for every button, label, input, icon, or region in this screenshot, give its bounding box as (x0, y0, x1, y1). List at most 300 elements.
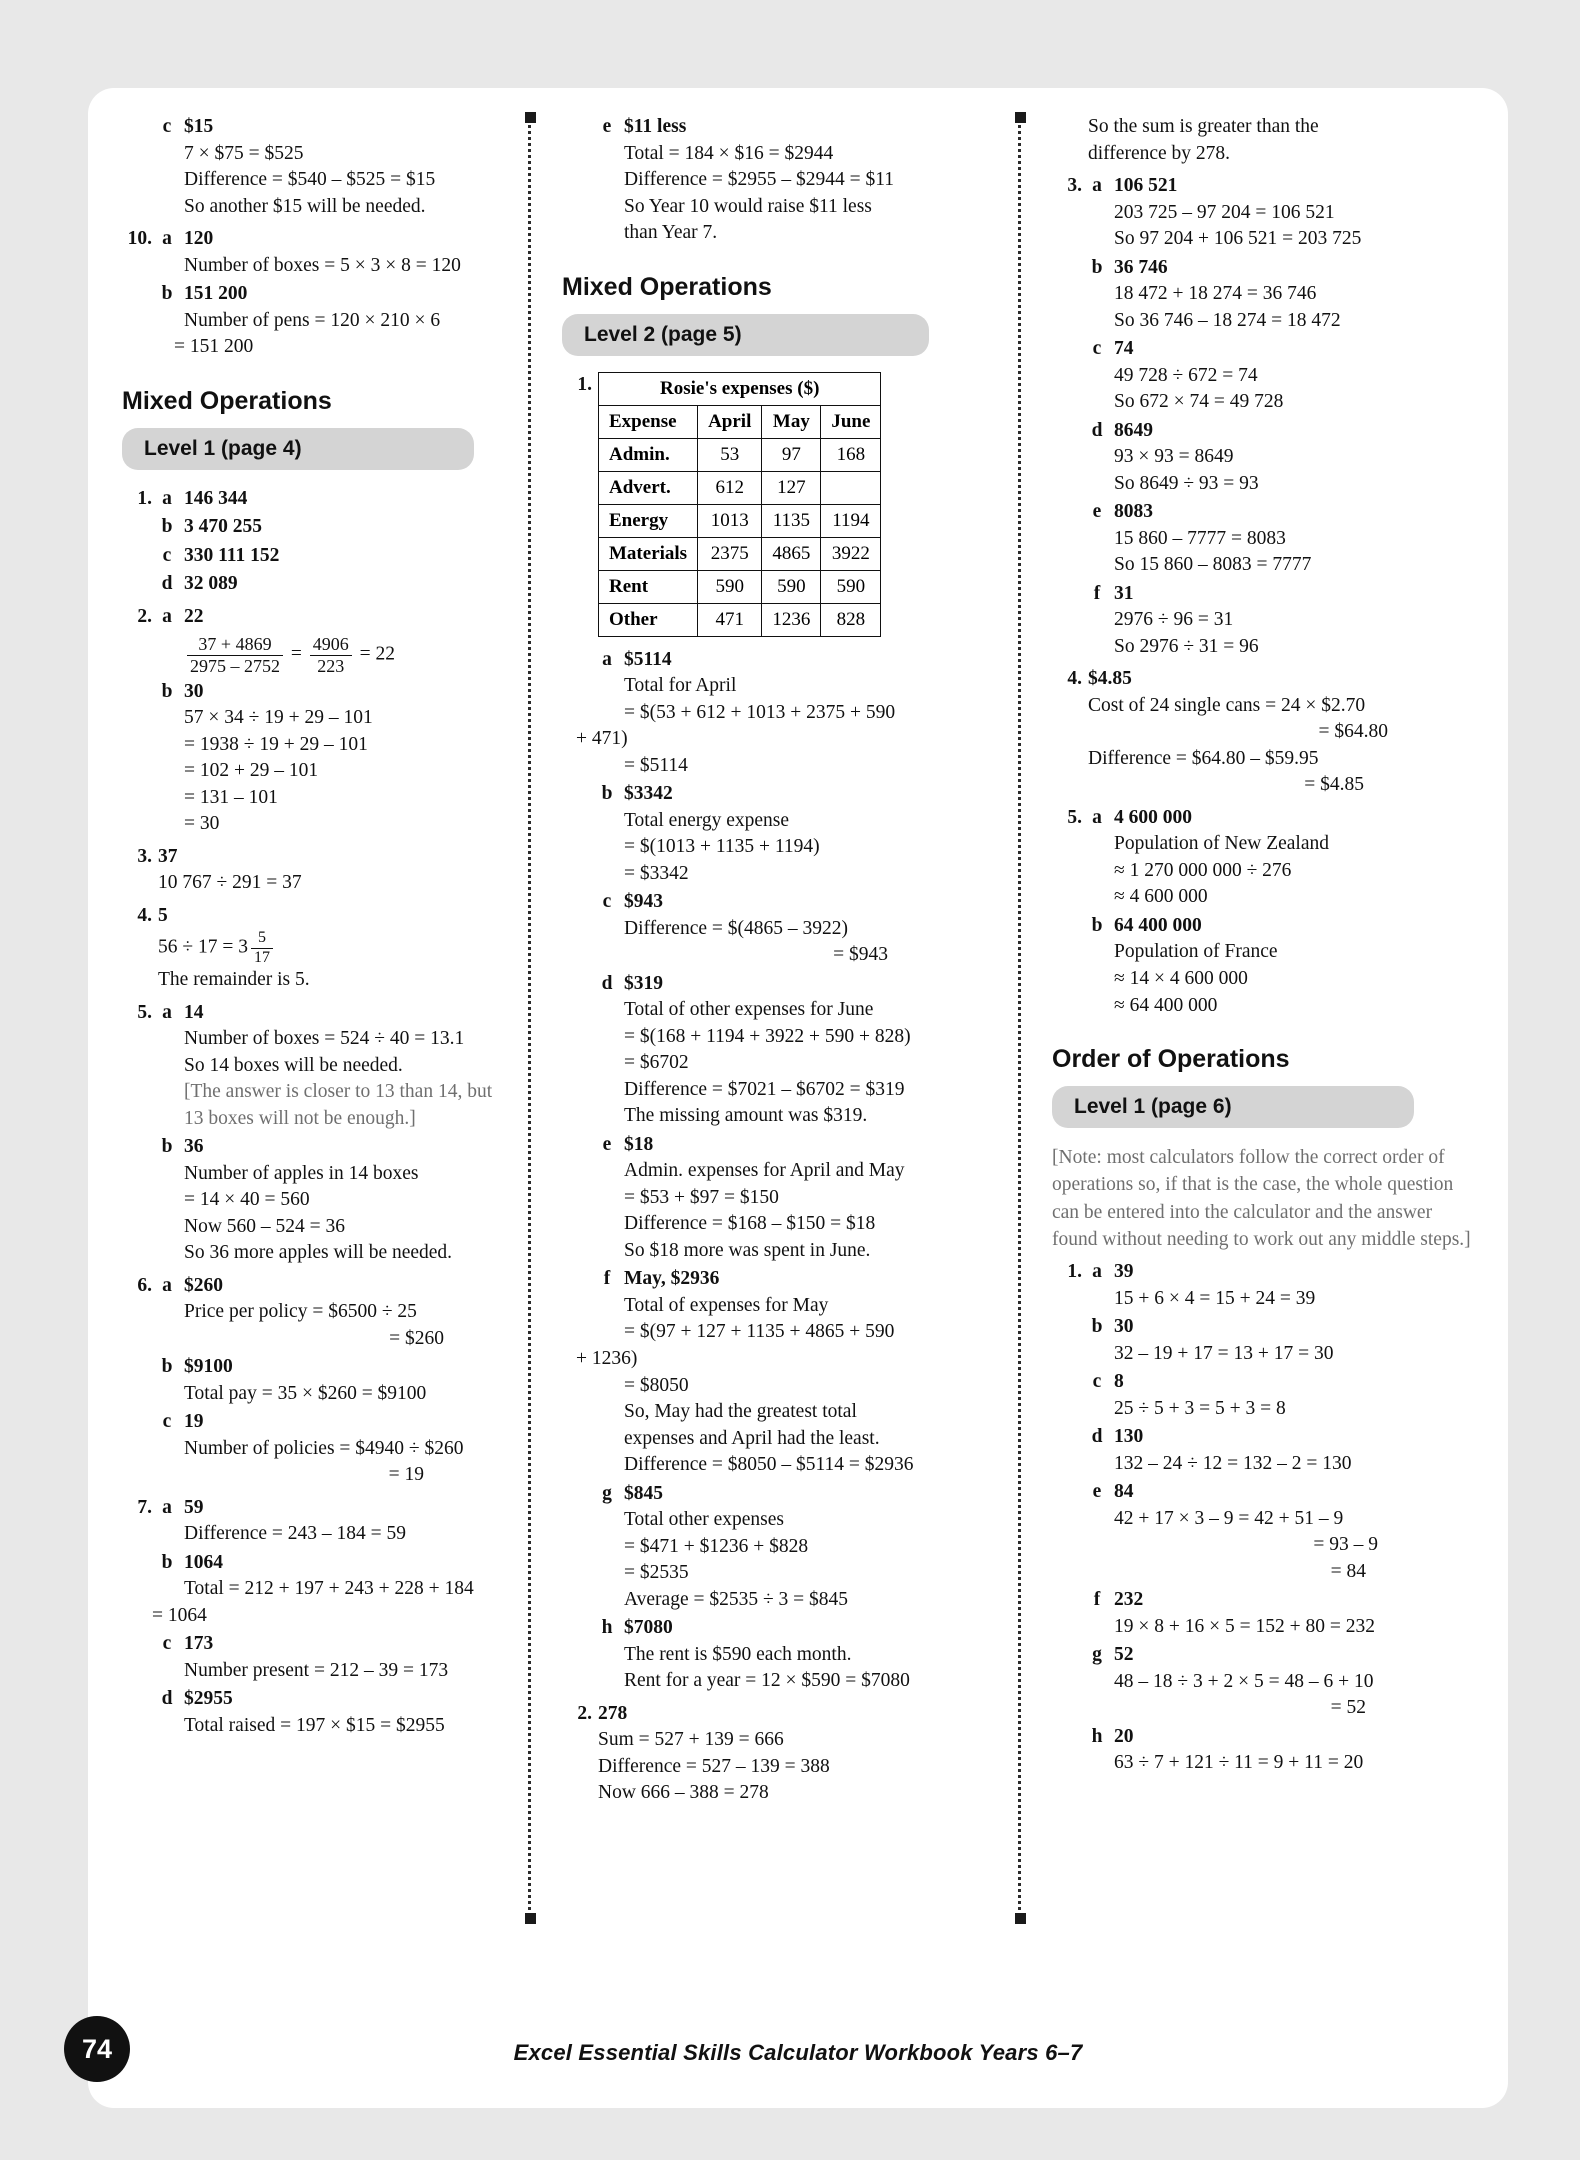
answer-letter: c (162, 544, 172, 566)
answer-entry (562, 971, 998, 1130)
answer-value: $4.85 (1088, 668, 1132, 690)
working-line: 49 728 ÷ 672 = 74 (1114, 364, 1258, 386)
working-line: = $260 (389, 1327, 444, 1349)
answer-entry (122, 514, 508, 541)
page-columns (88, 88, 1508, 1968)
answer-letter: a (162, 605, 172, 627)
column-1 (88, 88, 528, 1968)
answer-letter: d (1091, 1426, 1103, 1448)
question-number: 4. (137, 904, 152, 926)
table-cell: 2375 (698, 537, 762, 570)
answer-value: $7080 (624, 1617, 673, 1639)
table-cell: 4865 (762, 537, 821, 570)
question-number: 1. (137, 487, 152, 509)
table-header-cell: June (821, 405, 881, 438)
table-cell: 590 (698, 570, 762, 603)
table-cell: 1194 (821, 504, 881, 537)
working-line: Difference = $64.80 – $59.95 (1088, 747, 1319, 769)
answer-value: $5114 (624, 648, 672, 670)
working-line: 48 – 18 ÷ 3 + 2 × 5 = 48 – 6 + 10 (1114, 1670, 1374, 1692)
answer-letter: a (1092, 1261, 1102, 1283)
working-line: Average = $2535 ÷ 3 = $845 (624, 1588, 849, 1610)
answer-value: 52 (1114, 1644, 1134, 1666)
answer-entry (1052, 1479, 1474, 1585)
mixed-number-working (122, 929, 508, 967)
answer-value: $845 (624, 1482, 663, 1504)
answer-entry (122, 1550, 508, 1630)
table-cell: Advert. (599, 471, 698, 504)
answer-entry (562, 781, 998, 887)
table-cell: 590 (762, 570, 821, 603)
working-line: Number present = 212 – 39 = 173 (184, 1659, 449, 1681)
answer-letter: e (602, 1133, 612, 1155)
table-row (599, 471, 881, 504)
working-line: Total of expenses for May (624, 1294, 829, 1316)
working-line: 57 × 34 ÷ 19 + 29 – 101 (184, 707, 373, 729)
working-line: = $64.80 (1318, 721, 1388, 743)
question-number: 10. (127, 228, 152, 250)
answer-letter: d (601, 972, 613, 994)
page-footer (81, 1988, 1508, 2108)
answer-entry (122, 1354, 508, 1407)
working-line: So another $15 will be needed. (184, 195, 426, 217)
answer-value: 32 089 (184, 573, 238, 595)
answer-value: 3 470 255 (184, 516, 262, 538)
working-line: Now 666 – 388 = 278 (598, 1782, 769, 1804)
answer-letter: b (161, 680, 173, 702)
table-cell: 3922 (821, 537, 881, 570)
question-number: 3. (137, 845, 152, 867)
question-number: 7. (137, 1496, 152, 1518)
working-line: = $(53 + 612 + 1013 + 2375 + 590 (624, 701, 896, 723)
working-line: = 1064 (152, 1604, 207, 1626)
working-line: = 52 (1330, 1697, 1366, 1719)
section-title-order-of-operations: Order of Operations (1052, 1045, 1290, 1074)
answer-letter: a (162, 228, 172, 250)
fraction-denominator: 223 (310, 655, 352, 677)
equals-sign: = (290, 643, 302, 665)
footer-title: Excel Essential Skills Calculator Workbook Years 6–7 (513, 2040, 1083, 2065)
working-line: ≈ 14 × 4 600 000 (1114, 967, 1248, 989)
answer-letter: b (1091, 256, 1103, 278)
answer-letter: c (162, 1633, 172, 1655)
table-row (599, 603, 881, 636)
answer-value: 151 200 (184, 283, 248, 305)
working-line: Number of apples in 14 boxes (184, 1162, 419, 1184)
answer-entry (122, 1000, 508, 1133)
answer-entry (122, 543, 508, 570)
working-line: = $2535 (624, 1562, 689, 1584)
answer-entry (1052, 1587, 1474, 1640)
answer-entry (122, 1686, 508, 1739)
answer-entry (562, 1132, 998, 1265)
answer-entry (122, 604, 508, 677)
working-line: 15 860 – 7777 = 8083 (1114, 527, 1286, 549)
question-number: 1. (577, 373, 592, 395)
answer-entry (1052, 581, 1474, 661)
answer-letter: d (1091, 419, 1103, 441)
answer-letter: a (1092, 806, 1102, 828)
working-line: = 1938 ÷ 19 + 29 – 101 (184, 733, 368, 755)
working-line: The missing amount was $319. (624, 1105, 868, 1127)
answer-value: 173 (184, 1633, 214, 1655)
working-line: + 1236) (576, 1347, 638, 1369)
working-line: So 672 × 74 = 49 728 (1114, 391, 1284, 413)
answer-page (81, 88, 1508, 2108)
answer-note: [The answer is closer to 13 than 14, but 13 boxes will not be enough.] (184, 1081, 493, 1129)
answer-letter: b (161, 283, 173, 305)
answer-value: 20 (1114, 1725, 1134, 1747)
answer-value: 36 (184, 1136, 204, 1158)
answer-entry (122, 226, 508, 279)
working-line: = $53 + $97 = $150 (624, 1186, 779, 1208)
fraction-denominator: 2975 – 2752 (187, 655, 283, 677)
table-cell: 1013 (698, 504, 762, 537)
answer-entry (562, 1481, 998, 1614)
answer-letter: b (161, 1356, 173, 1378)
answer-value: $2955 (184, 1688, 233, 1710)
answer-value: 59 (184, 1496, 204, 1518)
working-line: Number of pens = 120 × 210 × 6 (184, 309, 441, 331)
answer-value: 19 (184, 1411, 204, 1433)
table-cell: Other (599, 603, 698, 636)
answer-letter: b (161, 1136, 173, 1158)
working-line: difference by 278. (1088, 142, 1231, 164)
answer-value: 36 746 (1114, 256, 1168, 278)
table-header-cell: May (762, 405, 821, 438)
answer-letter: f (1093, 1589, 1101, 1611)
answer-entry (1052, 1314, 1474, 1367)
working-line: Total of other expenses for June (624, 999, 874, 1021)
answer-letter: h (1091, 1725, 1103, 1747)
answer-entry (1052, 173, 1474, 253)
table-header-cell: April (698, 405, 762, 438)
table-cell: 168 (821, 438, 881, 471)
answer-entry (1052, 666, 1474, 799)
answer-value: 278 (598, 1702, 628, 1724)
working-line: Number of boxes = 5 × 3 × 8 = 120 (184, 254, 461, 276)
answer-value: 84 (1114, 1481, 1134, 1503)
working-line: = 151 200 (174, 336, 254, 358)
question-number: 5. (1067, 806, 1082, 828)
answer-entry (122, 1273, 508, 1353)
page-number-badge: 74 (64, 2016, 130, 2082)
answer-letter: e (602, 116, 612, 137)
level-heading-1: Level 1 (page 4) (122, 428, 474, 470)
question-number: 2. (577, 1702, 592, 1724)
answer-value: 8 (1114, 1371, 1124, 1393)
working-line: Total for April (624, 675, 737, 697)
working-line: So 36 more apples will be needed. (184, 1242, 453, 1264)
answer-entry (562, 114, 998, 247)
answer-value: 4 600 000 (1114, 806, 1192, 828)
working-line: So 8649 ÷ 93 = 93 (1114, 472, 1259, 494)
working-line: = 30 (184, 813, 220, 835)
fraction-numerator: 5 (257, 929, 266, 947)
answer-value: 120 (184, 228, 214, 250)
answer-value: 146 344 (184, 487, 248, 509)
working-line: So 15 860 – 8083 = 7777 (1114, 554, 1312, 576)
answer-value: 330 111 152 (184, 544, 280, 566)
table-header-row (599, 405, 881, 438)
answer-value: $9100 (184, 1356, 233, 1378)
answer-entry (122, 1631, 508, 1684)
answer-letter: d (161, 573, 173, 595)
answer-entry (1052, 1369, 1474, 1422)
working-line: = 84 (1330, 1560, 1366, 1582)
working-line: Total energy expense (624, 809, 790, 831)
section-title-mixed-operations: Mixed Operations (122, 386, 332, 415)
working-line: Population of New Zealand (1114, 833, 1329, 855)
working-line: So, May had the greatest total (624, 1401, 857, 1423)
answer-entry (122, 679, 508, 838)
question-number: 4. (1067, 668, 1082, 690)
answer-value: 37 (158, 845, 178, 867)
table-cell: 97 (762, 438, 821, 471)
answer-value: $18 (624, 1133, 654, 1155)
working-line: = 14 × 40 = 560 (184, 1189, 310, 1211)
table-cell: 828 (821, 603, 881, 636)
answer-value: 8083 (1114, 501, 1153, 523)
working-line: 18 472 + 18 274 = 36 746 (1114, 283, 1317, 305)
working-line: = $(168 + 1194 + 3922 + 590 + 828) (624, 1025, 911, 1047)
working-line: 203 725 – 97 204 = 106 521 (1114, 201, 1335, 223)
working-line: 132 – 24 ÷ 12 = 132 – 2 = 130 (1114, 1452, 1352, 1474)
answer-letter: c (602, 891, 612, 913)
table-header-cell: Expense (599, 405, 698, 438)
table-cell: 612 (698, 471, 762, 504)
fraction-1 (187, 634, 283, 676)
answer-value: $11 less (624, 116, 687, 137)
table-row (599, 537, 881, 570)
working-line: So 14 boxes will be needed. (184, 1054, 403, 1076)
answer-value: 39 (1114, 1261, 1134, 1283)
answer-letter: a (602, 648, 612, 670)
working-line: So 97 204 + 106 521 = 203 725 (1114, 228, 1362, 250)
working-line: The remainder is 5. (158, 969, 310, 991)
answer-value: $15 (184, 116, 214, 137)
answer-value: $319 (624, 972, 663, 994)
answer-value: 30 (184, 680, 204, 702)
table-cell: 127 (762, 471, 821, 504)
working-line: Difference = $7021 – $6702 = $319 (624, 1078, 905, 1100)
fraction-working (122, 630, 508, 676)
table-caption: Rosie's expenses ($) (598, 372, 881, 405)
answer-entry (122, 281, 508, 361)
working-line: = 131 – 101 (184, 786, 278, 808)
answer-entry (1052, 1724, 1474, 1777)
answer-letter: g (1092, 1644, 1102, 1666)
answer-value: 30 (1114, 1316, 1134, 1338)
working-line: = 93 – 9 (1313, 1534, 1378, 1556)
answer-letter: d (161, 1688, 173, 1710)
answer-value: 130 (1114, 1426, 1144, 1448)
table-cell: 471 (698, 603, 762, 636)
working-line: = $5114 (624, 754, 688, 776)
section-note: [Note: most calculators follow the correct order of operations so, if that is the case, the whole question can be entered into the calculator and the answer found without needing to work out any middle steps.] (1052, 1147, 1471, 1250)
answer-entry (122, 571, 508, 598)
answer-letter: g (602, 1482, 612, 1504)
working-line: = $(1013 + 1135 + 1194) (624, 836, 820, 858)
answer-letter: a (162, 1001, 172, 1023)
answer-value: 1064 (184, 1551, 223, 1573)
level-heading-2: Level 2 (page 5) (562, 314, 929, 356)
answer-entry (1052, 805, 1474, 911)
table-row (599, 504, 881, 537)
answer-letter: b (601, 783, 613, 805)
working-line: Total = 184 × $16 = $2944 (624, 142, 834, 164)
working-line: than Year 7. (624, 222, 718, 244)
column-3 (1018, 88, 1508, 1968)
table-cell: Materials (599, 537, 698, 570)
continued-text (1052, 114, 1474, 167)
working-line: = $6702 (624, 1052, 689, 1074)
answer-entry (562, 1701, 998, 1807)
answer-value: 22 (184, 605, 204, 627)
question-number: 2. (137, 605, 152, 627)
fraction-numerator: 4906 (312, 634, 349, 655)
table-cell (821, 471, 881, 504)
working-line: Rent for a year = 12 × $590 = $7080 (624, 1670, 910, 1692)
fraction-result: 22 (375, 643, 395, 665)
fraction-3 (251, 929, 273, 967)
answer-value: 106 521 (1114, 175, 1178, 197)
answer-letter: b (161, 1551, 173, 1573)
table-cell: 1135 (762, 504, 821, 537)
question-number: 1. (1067, 1261, 1082, 1283)
working-text: 56 ÷ 17 = 3 (158, 936, 248, 958)
equals-sign: = (359, 643, 371, 665)
working-line: = $471 + $1236 + $828 (624, 1535, 809, 1557)
answer-entry (1052, 336, 1474, 416)
rosies-expenses-table (598, 372, 881, 637)
answer-value: 74 (1114, 338, 1134, 360)
answer-letter: h (601, 1617, 613, 1639)
working-line: 10 767 ÷ 291 = 37 (158, 872, 302, 894)
table-cell: Admin. (599, 438, 698, 471)
answer-entry (1052, 255, 1474, 335)
answer-letter: a (162, 487, 172, 509)
answer-entry (122, 1409, 508, 1489)
working-line: Admin. expenses for April and May (624, 1160, 905, 1182)
working-line: Difference = 243 – 184 = 59 (184, 1523, 406, 1545)
answer-value: 14 (184, 1001, 204, 1023)
answer-entry (122, 1495, 508, 1548)
answer-entry (122, 844, 508, 897)
working-line: Difference = $2955 – $2944 = $11 (624, 169, 895, 191)
answer-letter: c (1092, 1371, 1102, 1393)
fraction-denominator: 17 (251, 948, 273, 967)
working-line: = 102 + 29 – 101 (184, 760, 319, 782)
answer-entry (562, 889, 998, 969)
working-line: 25 ÷ 5 + 3 = 5 + 3 = 8 (1114, 1397, 1286, 1419)
table-row (599, 570, 881, 603)
working-line: Total pay = 35 × $260 = $9100 (184, 1382, 427, 1404)
working-line: 32 – 19 + 17 = 13 + 17 = 30 (1114, 1342, 1334, 1364)
working-line: 7 × $75 = $525 (184, 142, 304, 164)
answer-entry (1052, 1259, 1474, 1312)
table-cell: Rent (599, 570, 698, 603)
answer-entry (562, 647, 998, 780)
table-cell: 590 (821, 570, 881, 603)
fraction-2 (310, 634, 352, 676)
working-line: Now 560 – 524 = 36 (184, 1215, 346, 1237)
answer-value: 232 (1114, 1589, 1144, 1611)
answer-letter: c (162, 116, 172, 137)
working-line: expenses and April had the least. (624, 1427, 880, 1449)
working-line: So 2976 ÷ 31 = 96 (1114, 635, 1259, 657)
answer-letter: f (1093, 582, 1101, 604)
answer-letter: e (1092, 501, 1102, 523)
answer-entry (122, 1134, 508, 1267)
working-line: Number of boxes = 524 ÷ 40 = 13.1 (184, 1028, 465, 1050)
table-cell: Energy (599, 504, 698, 537)
working-line: = $3342 (624, 862, 689, 884)
answer-letter: a (162, 1496, 172, 1518)
working-line: Number of policies = $4940 ÷ $260 (184, 1437, 464, 1459)
working-line: + 471) (576, 728, 628, 750)
table-cell: 53 (698, 438, 762, 471)
working-line: Total other expenses (624, 1509, 784, 1531)
question-number: 6. (137, 1274, 152, 1296)
working-line: ≈ 4 600 000 (1114, 886, 1208, 908)
answer-letter: b (1091, 1316, 1103, 1338)
working-line: 2976 ÷ 96 = 31 (1114, 609, 1234, 631)
answer-entry (1052, 913, 1474, 1019)
working-line: 15 + 6 × 4 = 15 + 24 = 39 (1114, 1287, 1316, 1309)
answer-entry (562, 1615, 998, 1695)
working-line: So Year 10 would raise $11 less (624, 195, 872, 217)
answer-entry (122, 903, 508, 994)
fraction-numerator: 37 + 4869 (198, 634, 272, 655)
answer-entry (122, 114, 508, 220)
answer-letter: b (1091, 914, 1103, 936)
working-line: The rent is $590 each month. (624, 1643, 852, 1665)
table-cell: 1236 (762, 603, 821, 636)
answer-value: 31 (1114, 582, 1134, 604)
working-line: 93 × 93 = 8649 (1114, 446, 1234, 468)
working-line: Difference = $8050 – $5114 = $2936 (624, 1454, 914, 1476)
answer-entry (1052, 1424, 1474, 1477)
column-2 (528, 88, 1018, 1968)
answer-value: 8649 (1114, 419, 1153, 441)
answer-letter: e (1092, 1481, 1102, 1503)
working-line: ≈ 64 400 000 (1114, 994, 1218, 1016)
question-number: 3. (1067, 175, 1082, 197)
working-line: = $8050 (624, 1374, 689, 1396)
working-line: = $943 (833, 944, 888, 966)
answer-letter: a (1092, 175, 1102, 197)
answer-letter: c (1092, 338, 1102, 360)
working-line: Population of France (1114, 941, 1278, 963)
answer-value: $3342 (624, 783, 673, 805)
question-number: 5. (137, 1001, 152, 1023)
answer-letter: c (162, 1411, 172, 1433)
working-line: Cost of 24 single cans = 24 × $2.70 (1088, 694, 1366, 716)
working-line: = $4.85 (1304, 774, 1364, 796)
section-title-mixed-operations-2: Mixed Operations (562, 272, 772, 301)
working-line: 63 ÷ 7 + 121 ÷ 11 = 9 + 11 = 20 (1114, 1752, 1364, 1774)
answer-entry (122, 486, 508, 513)
working-line: So the sum is greater than the (1088, 116, 1319, 137)
working-line: So $18 more was spent in June. (624, 1239, 871, 1261)
answer-letter: a (162, 1274, 172, 1296)
answer-value: 64 400 000 (1114, 914, 1202, 936)
answer-entry (1052, 418, 1474, 498)
table-row (599, 438, 881, 471)
working-line: ≈ 1 270 000 000 ÷ 276 (1114, 859, 1292, 881)
answer-entry (562, 1266, 998, 1478)
